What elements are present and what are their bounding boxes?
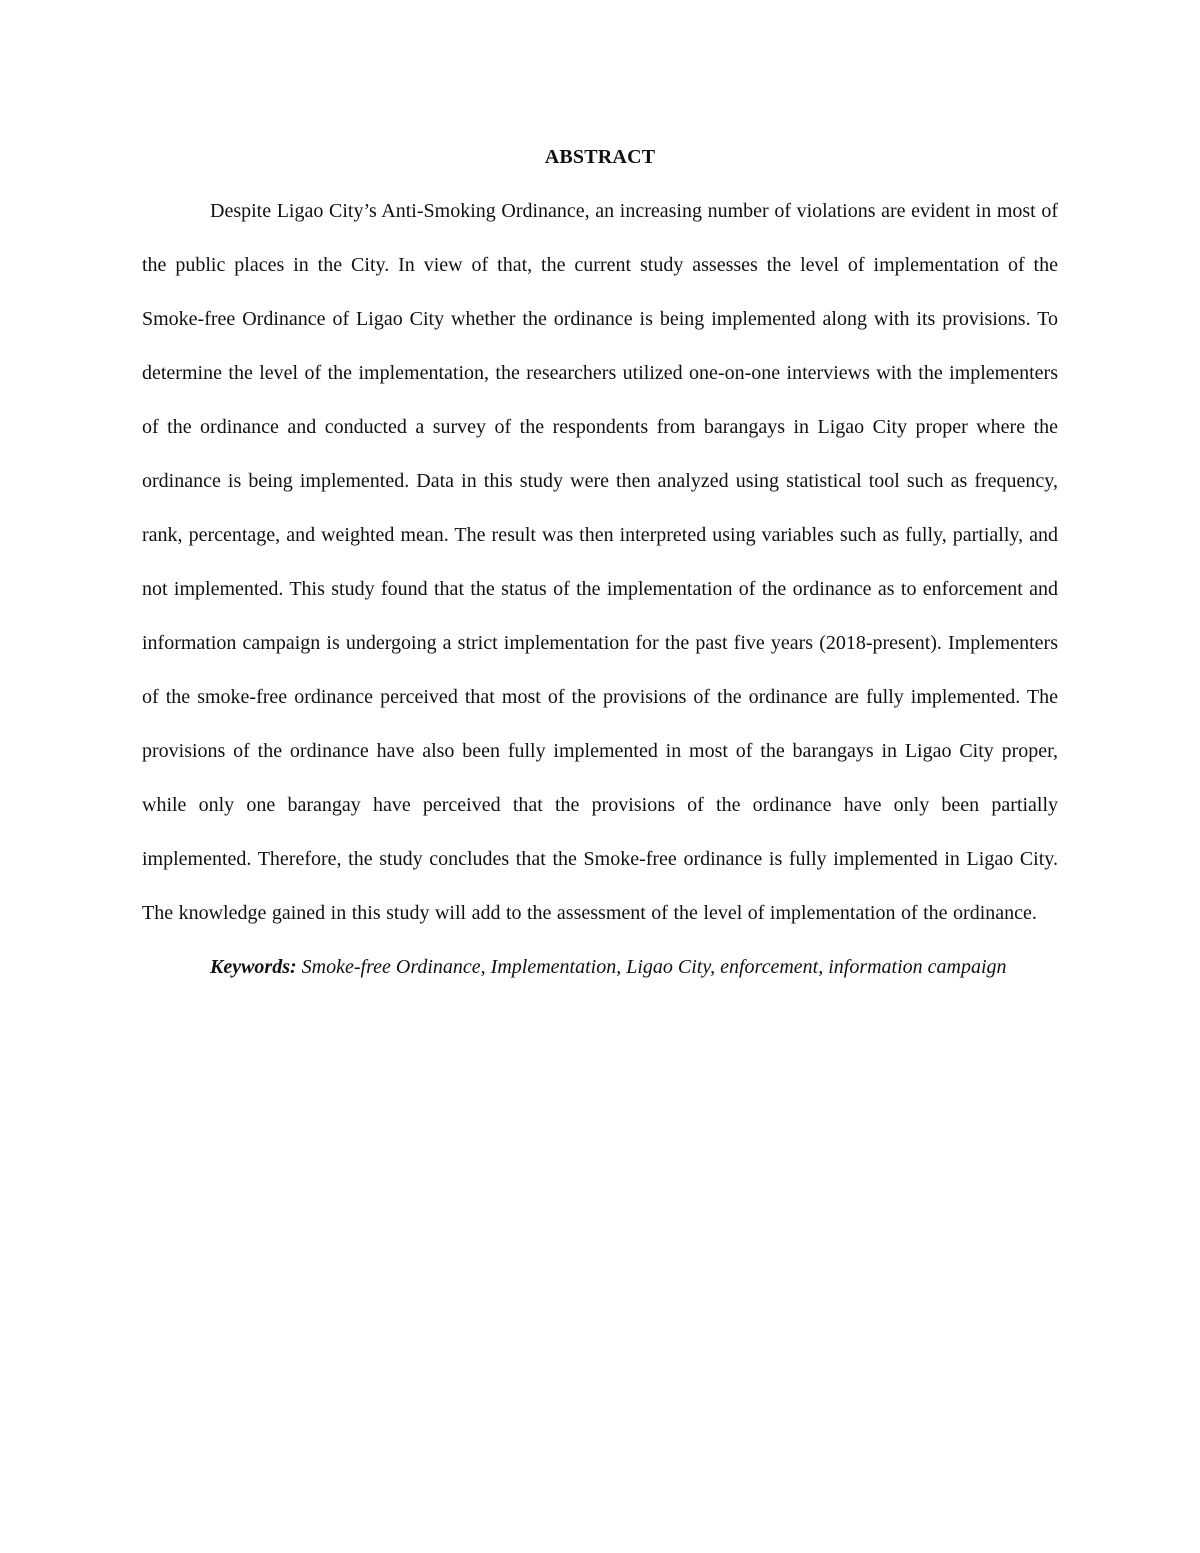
keywords-text: Smoke-free Ordinance, Implementation, Ligao City, enforcement, information campaign bbox=[296, 956, 1007, 978]
abstract-section bbox=[142, 130, 1058, 994]
abstract-title: ABSTRACT bbox=[544, 146, 656, 168]
keywords-label: Keywords: bbox=[210, 956, 297, 978]
keywords-line bbox=[142, 940, 1058, 994]
abstract-body: Despite Ligao City’s Anti-Smoking Ordinance, an increasing number of violations are evident in most of the public places in the City. In view of that, the current study assesses the level of implementation of the Smoke-free Ordinance of Ligao City whether the ordinance is being implemented along with its provisions. To determine the level of the implementation, the researchers utilized one-on-one interviews with the implementers of the ordinance and conducted a survey of the respondents from barangays in Ligao City proper where the ordinance is being implemented. Data in this study were then analyzed using statistical tool such as frequency, rank, percentage, and weighted mean. The result was then interpreted using variables such as fully, partially, and not implemented. This study found that the status of the implementation of the ordinance as to enforcement and information campaign is undergoing a strict implementation for the past five years (2018-present). Implementers of the smoke-free ordinance perceived that most of the provisions of the ordinance are fully implemented. The provisions of the ordinance have also been fully implemented in most of the barangays in Ligao City proper, while only one barangay have perceived that the provisions of the ordinance have only been partially implemented. Therefore, the study concludes that the Smoke-free ordinance is fully implemented in Ligao City. The knowledge gained in this study will add to the assessment of the level of implementation of the ordinance. bbox=[142, 200, 1058, 924]
